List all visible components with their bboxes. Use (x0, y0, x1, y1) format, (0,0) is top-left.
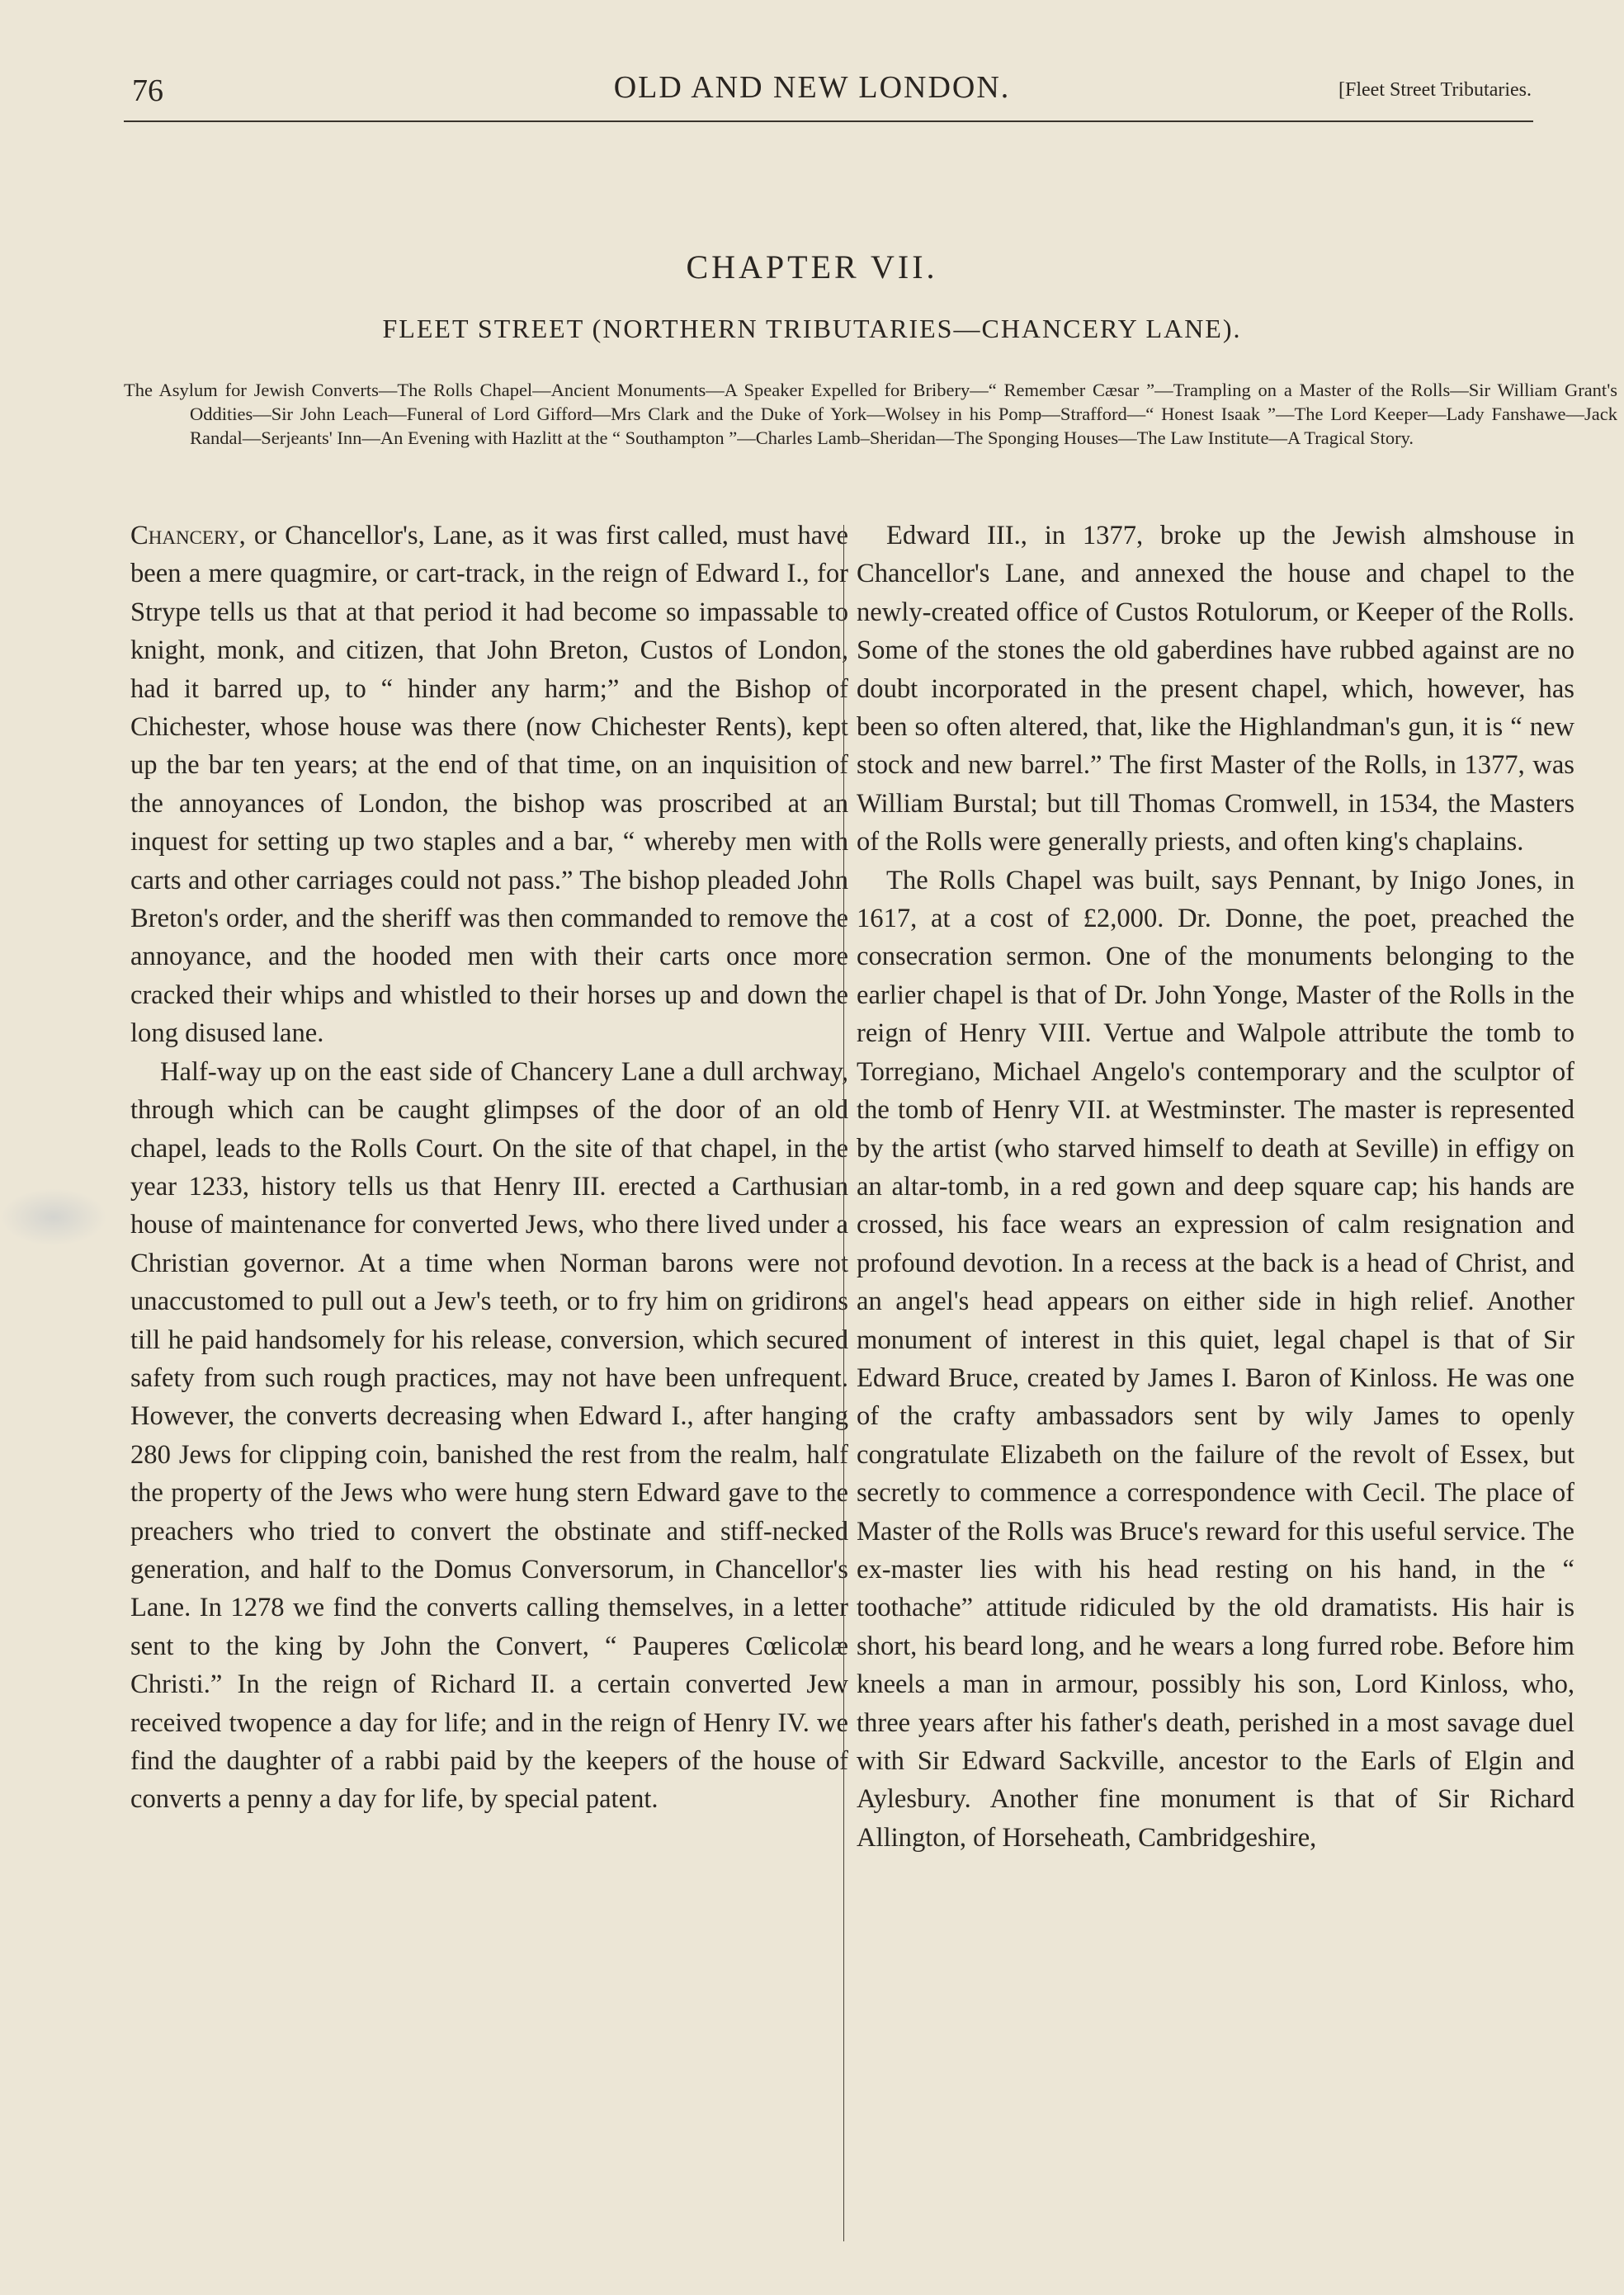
chapter-synopsis: The Asylum for Jewish Converts—The Rolls Chapel—Ancient Monuments—A Speaker Expelled for Bribery—“ Remember Cæsar ”—Trampling on a Master of the Rolls—Sir William Grant's Oddities—Sir John Leach—Funeral of Lord Gifford—Mrs Clark and the Duke of York—Wolsey in his Pomp—Strafford—“ Honest Isaak ”—The Lord Keeper—Lady Fanshawe—Jack Randal—Serjeants' Inn—An Evening with Hazlitt at the “ Southampton ”—Charles Lamb–Sheridan—The Sponging Houses—The Law Institute—A Tragical Story. (124, 380, 1617, 448)
running-title: OLD AND NEW LONDON. (613, 70, 1011, 105)
left-column (130, 517, 848, 1819)
paragraph-rolls-court: Half-way up on the east side of Chancery Lane a dull archway, through which can be caught glimpses of the door of an old chapel, leads to the Rolls Court. On the site of that chapel, in the year 1233, history tells us that Henry III. erected a Carthusian house of maintenance for converted Jews, who there lived under a Christian governor. At a time when Norman barons were not unaccustomed to pull out a Jew's teeth, or to fry him on gridirons till he paid handsomely for his release, conversion, which secured safety from such rough practices, may not have been unfrequent. However, the converts decreasing when Edward I., after hanging 280 Jews for clipping coin, banished the rest from the realm, half the property of the Jews who were hung stern Edward gave to the preachers who tried to convert the obstinate and stiff-necked generation, and half to the Domus Conversorum, in Chancellor's Lane. In 1278 we find the converts calling themselves, in a letter sent to the king by John the Convert, “ Pauperes Cœlicolæ Christi.” In the reign of Richard II. a certain converted Jew received twopence a day for life; and in the reign of Henry IV. we find the daughter of a rabbi paid by the keepers of the house of converts a penny a day for life, by special patent. (130, 1056, 848, 1815)
right-column (857, 517, 1574, 1857)
column-divider (843, 525, 844, 2241)
page-number: 76 (132, 73, 163, 108)
header-rule (124, 120, 1533, 122)
chapter-subtitle: FLEET STREET (NORTHERN TRIBUTARIES—CHANCERY LANE). (382, 314, 1242, 343)
paragraph-text: or Chancellor's, Lane, as it was first called, must have been a mere quagmire, or cart-track, in the reign of Edward I., for Strype tells us that at that period it had become so impassable to knight, monk, and citizen, that John Breton, Custos of London, had it barred up, to “ hinder any harm;” and the Bishop of Chichester, whose house was there (now Chichester Rents), kept up the bar ten years; at the end of that time, on an inquisition of the annoyances of London, the bishop was proscribed at an inquest for setting up two staples and a bar, “ whereby men with carts and other carriages could not pass.” The bishop pleaded John Breton's order, and the sheriff was then commanded to remove the annoyance, and the hooded men with their carts once more cracked their whips and whistled to their horses up and down the long disused lane. (130, 521, 848, 1049)
running-section-title: [Fleet Street Tributaries. (1338, 79, 1532, 101)
chapter-title: CHAPTER VII. (686, 248, 938, 286)
paragraph-edward-iii: Edward III., in 1377, broke up the Jewish almshouse in Chancellor's Lane, and annexed the house and chapel to the newly-created office of Custos Rotulorum, or Keeper of the Rolls. Some of the stones the old gaberdines have rubbed against are no doubt incorporated in the present chapel, which, however, has been so often altered, that, like the Highlandman's gun, it is “ new stock and new barrel.” The first Master of the Rolls, in 1377, was William Burstal; but till Thomas Cromwell, in 1534, the Masters of the Rolls were generally priests, and often king's chaplains. (857, 521, 1574, 857)
paper-stain (0, 1188, 107, 1246)
paragraph-chancery-lane (130, 517, 848, 1053)
paragraph-rolls-chapel: The Rolls Chapel was built, says Pennant, by Inigo Jones, in 1617, at a cost of £2,000. Dr. Donne, the poet, preached the consecration sermon. One of the monuments belonging to the earlier chapel is that of Dr. John Yonge, Master of the Rolls in the reign of Henry VIII. Vertue and Walpole attribute the tomb to Torregiano, Michael Angelo's contemporary and the sculptor of the tomb of Henry VII. at Westminster. The master is represented by the artist (who starved himself to death at Seville) in effigy on an altar-tomb, in a red gown and deep square cap; his hands are crossed, his face wears an expression of calm resignation and profound devotion. In a recess at the back is a head of Christ, and an angel's head appears on either side in high relief. Another monument of interest in this quiet, legal chapel is that of Sir Edward Bruce, created by James I. Baron of Kinloss. He was one of the crafty ambassadors sent by wily James to openly congratulate Elizabeth on the failure of the revolt of Essex, but secretly to commence a correspondence with Cecil. The place of Master of the Rolls was Bruce's reward for this useful service. The ex-master lies with his head resting on his hand, in the “ toothache” attitude ridiculed by the old dramatists. His hair is short, his beard long, and he wears a long furred robe. Before him kneels a man in armour, possibly his son, Lord Kinloss, who, three years after his father's death, perished in a most savage duel with Sir Edward Sackville, ancestor to the Earls of Elgin and Aylesbury. Another fine monument is that of Sir Richard Allington, of Horseheath, Cambridgeshire, (857, 865, 1574, 1853)
drop-word: Chancery, (130, 521, 246, 550)
